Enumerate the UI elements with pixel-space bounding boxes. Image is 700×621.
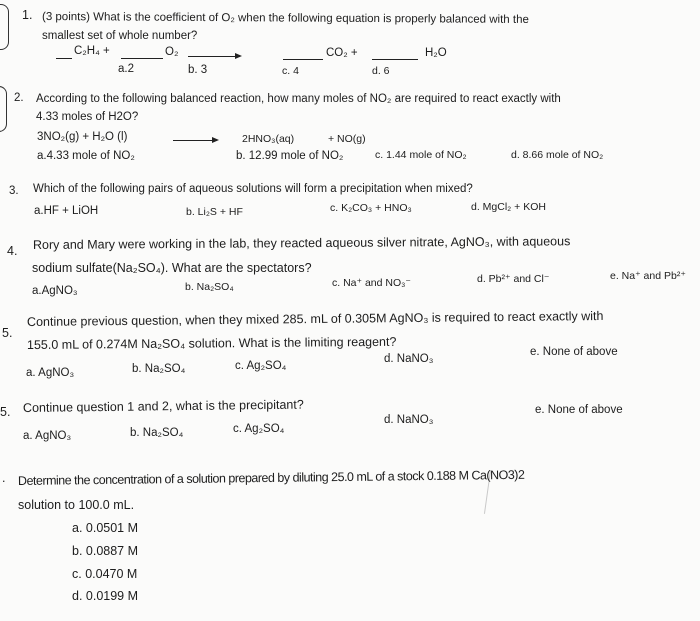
question-text: sodium sulfate(Na₂SO₄). What are the spectators? — [32, 261, 312, 275]
option-d[interactable]: d. Pb²⁺ and Cl⁻ — [477, 273, 550, 285]
answer-blank[interactable] — [56, 58, 72, 59]
question-number: 2. — [14, 92, 24, 104]
question-number: 4. — [7, 244, 18, 258]
option-b[interactable]: b. 0.0887 M — [72, 544, 139, 558]
option-d[interactable]: d. 6 — [372, 65, 390, 77]
question-number: 5. — [2, 326, 13, 340]
question-text: Determine the concentration of a solution prepared by diluting 25.0 mL of a stock 0.188 M Ca(NO3)2 — [17, 467, 525, 488]
question-number: 5. — [0, 405, 11, 419]
option-c[interactable]: c. Ag₂SO₄ — [235, 360, 287, 372]
option-d[interactable]: d. 0.0199 M — [72, 589, 139, 603]
question-text: 155.0 mL of 0.274M Na₂SO₄ solution. What is the limiting reagent? — [26, 334, 397, 352]
answer-blank[interactable] — [121, 58, 163, 59]
question-number: . — [2, 471, 6, 485]
equation-product: 2HNO₃(aq) — [242, 133, 295, 145]
margin-bracket-2 — [0, 86, 7, 132]
option-b[interactable]: b. Li₂S + HF — [186, 206, 243, 218]
option-e[interactable]: e. Na⁺ and Pb²⁺ — [610, 270, 686, 282]
option-b[interactable]: b. 3 — [188, 64, 208, 76]
option-e[interactable]: e. None of above — [530, 346, 618, 358]
option-b[interactable]: b. Na₂SO₄ — [185, 281, 234, 293]
option-d[interactable]: d. NaNO₃ — [384, 353, 434, 365]
option-a[interactable]: a.HF + LiOH — [34, 205, 99, 217]
option-c[interactable]: c. 1.44 mole of NO₂ — [375, 149, 467, 161]
margin-bracket-1 — [0, 4, 9, 50]
question-text: smallest set of whole number? — [42, 30, 198, 42]
equation-product: H₂O — [425, 47, 447, 59]
question-number: 3. — [9, 185, 19, 197]
reaction-arrow — [173, 140, 217, 141]
option-c[interactable]: c. 4 — [282, 65, 299, 77]
option-e[interactable]: e. None of above — [535, 404, 623, 416]
option-d[interactable]: d. 8.66 mole of NO₂ — [511, 149, 604, 161]
answer-blank[interactable] — [372, 59, 418, 60]
option-b[interactable]: b. 12.99 mole of NO₂ — [236, 150, 344, 162]
equation-product: CO₂ + — [326, 47, 358, 59]
option-b[interactable]: b. Na₂SO₄ — [130, 427, 184, 439]
answer-blank[interactable] — [283, 59, 323, 60]
equation-reactant: C₂H₄ + — [74, 45, 110, 57]
question-text: According to the following balanced reaction, how many moles of NO₂ are required to react exactly with — [36, 93, 561, 105]
option-c[interactable]: c. K₂CO₃ + HNO₃ — [330, 202, 412, 214]
question-text: Which of the following pairs of aqueous solutions will form a precipitation when mixed? — [33, 183, 473, 195]
question-text: 4.33 moles of H2O? — [36, 111, 139, 123]
option-c[interactable]: c. 0.0470 M — [72, 567, 138, 581]
option-d[interactable]: d. NaNO₃ — [384, 414, 434, 426]
option-a[interactable]: a.AgNO₃ — [32, 285, 78, 297]
option-a[interactable]: a. AgNO₃ — [23, 430, 72, 442]
option-a[interactable]: a. 0.0501 M — [72, 521, 139, 535]
option-a[interactable]: a.4.33 mole of NO₂ — [37, 150, 135, 162]
question-text: (3 points) What is the coefficient of O₂ when the following equation is properly balanced with the — [41, 11, 529, 26]
question-text: Continue question 1 and 2, what is the precipitant? — [22, 397, 304, 415]
option-b[interactable]: b. Na₂SO₄ — [132, 363, 186, 375]
question-text: solution to 100.0 mL. — [18, 498, 135, 512]
equation-reactants: 3NO₂(g) + H₂O (l) — [37, 131, 128, 143]
equation-reactant: O₂ — [165, 46, 179, 58]
question-text: Continue previous question, when they mixed 285. mL of 0.305M AgNO₃ is required to react exactly with — [26, 308, 604, 329]
question-number: 1. — [22, 8, 33, 22]
option-a[interactable]: a.2 — [118, 63, 134, 75]
reaction-arrow — [188, 56, 240, 57]
equation-product: + NO(g) — [328, 133, 366, 145]
question-text: Rory and Mary were working in the lab, they reacted aqueous silver nitrate, AgNO₃, with aqueous — [32, 234, 571, 252]
option-c[interactable]: c. Ag₂SO₄ — [233, 423, 285, 435]
option-d[interactable]: d. MgCl₂ + KOH — [471, 201, 546, 213]
option-c[interactable]: c. Na⁺ and NO₃⁻ — [332, 277, 411, 289]
option-a[interactable]: a. AgNO₃ — [26, 367, 75, 379]
